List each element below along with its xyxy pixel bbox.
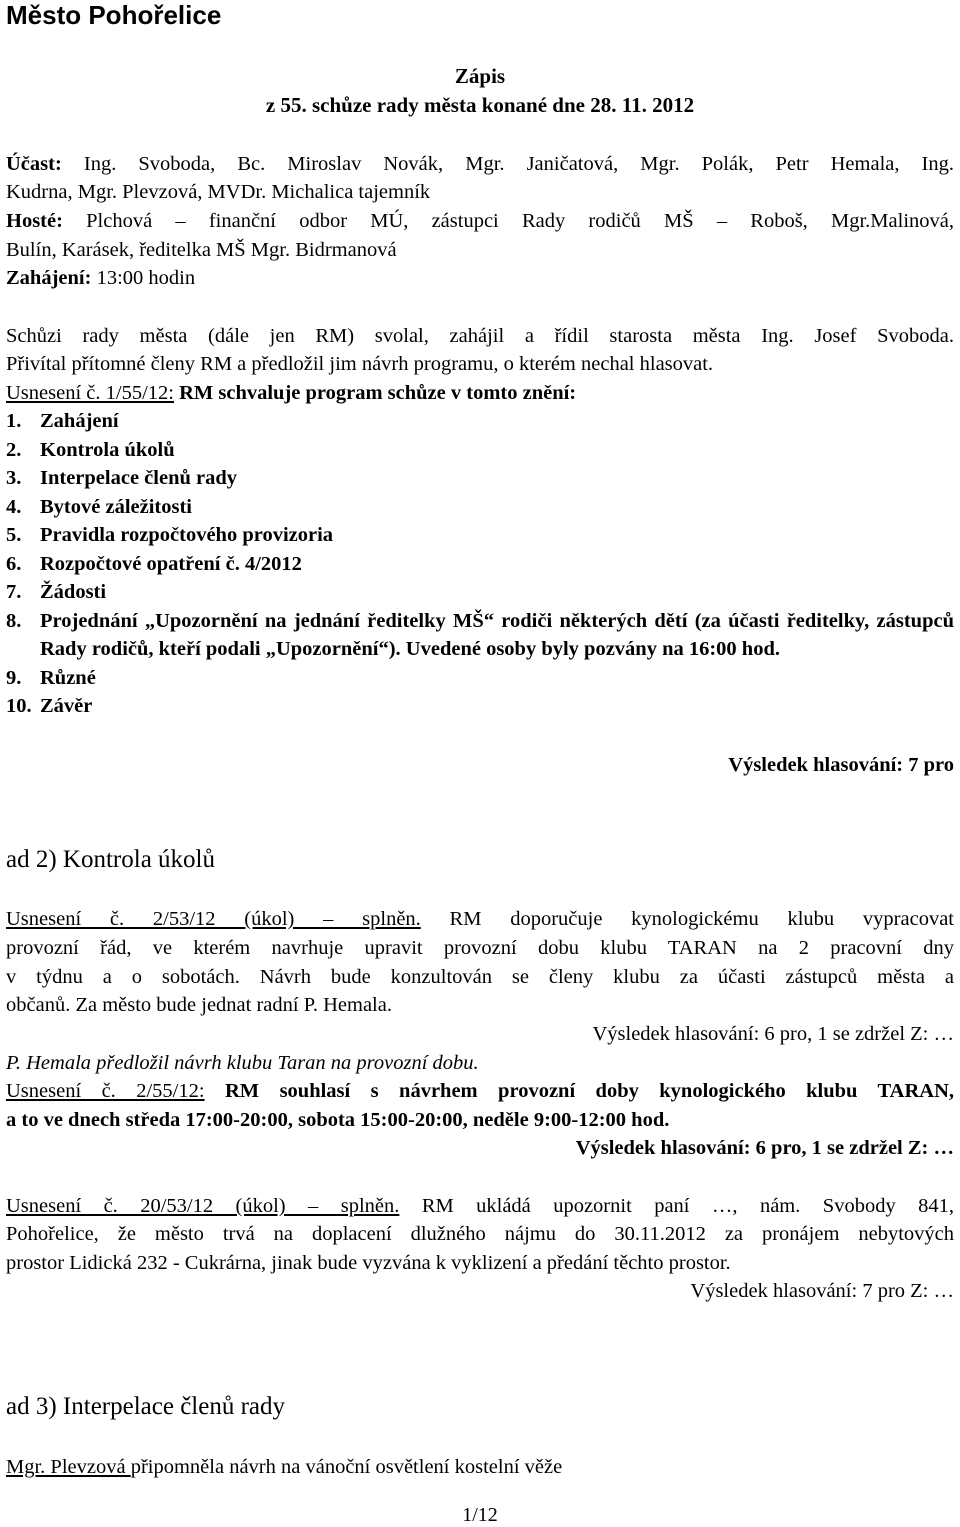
agenda-item-label: Interpelace členů rady	[40, 467, 237, 489]
s2-r1-line-3: v týdnu a o sobotách. Návrh bude konzultován se členy klubu za účasti zástupců města a	[6, 966, 954, 988]
s3-member-name: Mgr. Plevzová	[6, 1456, 131, 1478]
s2-r3-text-1: RM ukládá upozornit paní …, nám. Svobody 841,	[399, 1195, 955, 1217]
guests-list-1: Plchová – finanční odbor MÚ, zástupci Rady rodičů MŠ – Roboš, Mgr.Malinová,	[86, 210, 954, 232]
agenda-item-number: 6.	[6, 552, 22, 575]
intro-line-1: Schůzi rady města (dále jen RM) svolal, zahájil a řídil starosta města Ing. Josef Svoboda.	[6, 325, 954, 347]
agenda-item-label: Kontrola úkolů	[40, 438, 175, 461]
start-line	[6, 264, 195, 293]
agenda-item-label: Žádosti	[40, 581, 107, 603]
document-subtitle: z 55. schůze rady města konané dne 28. 11. 2012	[265, 93, 695, 117]
intro-line-2: Přivítal přítomné členy RM a předložil jim návrh programu, o kterém nechal hlasovat.	[6, 353, 714, 375]
vote-result-1: Výsledek hlasování: 7 pro	[728, 754, 954, 776]
attendance-members-1: Ing. Svoboda, Bc. Miroslav Novák, Mgr. Janičatová, Mgr. Polák, Petr Hemala, Ing.	[83, 153, 954, 175]
agenda-item	[6, 493, 954, 522]
start-label: Zahájení:	[6, 267, 92, 289]
agenda-item-label: Zahájení	[40, 410, 119, 432]
s2-r1-note: P. Hemala předložil návrh klubu Taran na provozní dobu.	[6, 1052, 479, 1074]
s2-r3-label: Usnesení č. 20/53/12 (úkol) – splněn.	[6, 1195, 400, 1217]
s2-r3-vote: Výsledek hlasování: 7 pro Z: …	[690, 1280, 954, 1302]
agenda-item-number: 2.	[6, 438, 22, 461]
resolution-1-label: Usnesení č. 1/55/12:	[6, 382, 174, 404]
s2-r2-label: Usnesení č. 2/55/12:	[6, 1080, 205, 1102]
agenda-item	[6, 664, 954, 693]
attendance-line-1	[6, 150, 954, 179]
attendance-label: Účast:	[6, 153, 62, 175]
town-header: Město Pohořelice	[6, 0, 222, 30]
agenda-item	[6, 550, 954, 579]
agenda-item	[6, 578, 954, 607]
agenda-item-label: Pravidla rozpočtového provizoria	[40, 524, 334, 546]
agenda-item-number: 4.	[6, 495, 22, 518]
agenda-item	[6, 464, 954, 493]
agenda-item-number: 1.	[6, 410, 22, 432]
agenda-item	[6, 692, 954, 721]
s2-r2-line-2: a to ve dnech středa 17:00-20:00, sobota 15:00-20:00, neděle 9:00-12:00 hod.	[6, 1109, 670, 1131]
guests-label: Hosté:	[6, 210, 63, 232]
document-title: Zápis	[454, 64, 506, 88]
s2-r1-line-2: provozní řád, ve kterém navrhuje upravit provozní dobu klubu TARAN na 2 pracovní dny	[6, 937, 954, 959]
s2-r1-label: Usnesení č. 2/53/12 (úkol) – splněn.	[6, 908, 421, 930]
guests-line-2: Bulín, Karásek, ředitelka MŠ Mgr. Bidrmanová	[6, 239, 397, 261]
s2-r1-text-1: RM doporučuje kynologickému klubu vypracovat	[420, 908, 954, 930]
s2-r1-line-1	[6, 905, 954, 934]
resolution-1-text: RM schvaluje program schůze v tomto znění:	[173, 382, 577, 404]
s2-r2-text-1: RM souhlasí s návrhem provozní doby kynologického klubu TARAN,	[204, 1080, 955, 1102]
agenda-item-number: 10.	[6, 695, 32, 717]
agenda-item-number: 7.	[6, 581, 22, 603]
s2-r2-line-1	[6, 1077, 954, 1106]
s2-r1-vote: Výsledek hlasování: 6 pro, 1 se zdržel Z: …	[592, 1023, 954, 1045]
agenda-item	[6, 407, 954, 436]
agenda-item	[6, 521, 954, 550]
attendance-line-2: Kudrna, Mgr. Plevzová, MVDr. Michalica tajemník	[6, 181, 431, 203]
start-value: 13:00 hodin	[96, 267, 196, 289]
s2-r1-line-4: občanů. Za město bude jednat radní P. Hemala.	[6, 994, 392, 1016]
resolution-1-line	[6, 379, 576, 408]
s2-r2-vote: Výsledek hlasování: 6 pro, 1 se zdržel Z: …	[575, 1137, 954, 1159]
agenda-item-label: Různé	[40, 666, 96, 689]
agenda-list	[6, 407, 954, 721]
agenda-item-label: Rozpočtové opatření č. 4/2012	[40, 552, 302, 575]
page-number: 1/12	[462, 1504, 498, 1526]
agenda-item-label: Závěr	[40, 695, 93, 717]
agenda-item-number: 8.	[6, 609, 22, 632]
agenda-item-number: 3.	[6, 467, 22, 489]
s2-r3-line-3: prostor Lidická 232 - Cukrárna, jinak bude vyzvána k vyklizení a předání těchto prostor.	[6, 1252, 731, 1274]
agenda-item-number: 5.	[6, 524, 22, 546]
section-2-heading: ad 2) Kontrola úkolů	[6, 846, 215, 873]
s2-r3-line-2: Pohořelice, že město trvá na doplacení dlužného nájmu do 30.11.2012 za pronájem nebytových	[6, 1223, 954, 1245]
agenda-item-label: Bytové záležitosti	[40, 495, 192, 518]
agenda-item-label: Projednání „Upozornění na jednání ředitelky MŠ“ rodiči některých dětí (za účasti ředitelky, zástupců Rady rodičů, kteří podali „Upozornění“). Uvedené osoby byly pozvány na 16:00 hod.	[40, 609, 954, 660]
section-3-heading: ad 3) Interpelace členů rady	[6, 1393, 286, 1420]
agenda-item-number: 9.	[6, 666, 22, 689]
s3-line-1	[6, 1453, 562, 1482]
s3-text: připomněla návrh na vánoční osvětlení kostelní věže	[130, 1456, 563, 1478]
agenda-item	[6, 607, 954, 664]
guests-line-1	[6, 207, 954, 236]
s2-r3-line-1	[6, 1192, 954, 1221]
agenda-item	[6, 436, 954, 465]
